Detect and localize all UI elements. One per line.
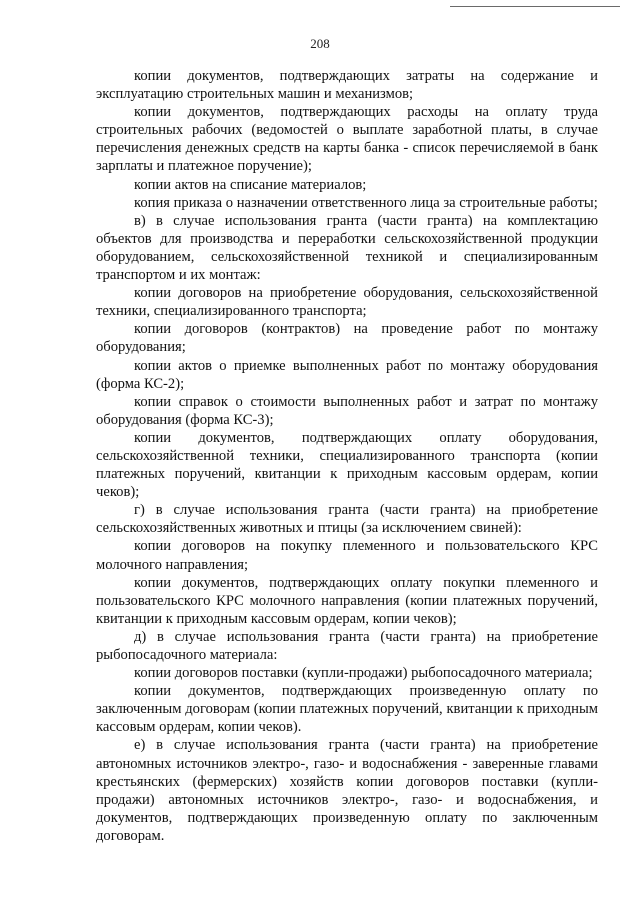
paragraph: копии актов на списание материалов; [134,176,367,193]
paragraph: в) в случае использования гранта (части гранта) на комплектацию объектов для производства и переработки сельскохозяйственной продукции оборудованием, сельскохозяйственной техникой и специализированным транспортом и их монтаж: [96,212,598,284]
paragraph: копия приказа о назначении ответственного лица за строительные работы; [134,194,598,211]
paragraph: копии документов, подтверждающих оплату покупки племенного и пользовательского КРС молочного направления (копии платежных поручений, квитанции к приходным кассовым ордерам, копии чеков); [96,574,598,627]
page-number: 208 [310,36,330,51]
paragraph: копии документов, подтверждающих произведенную оплату по заключенным договорам (копии платежных поручений, квитанции к приходным кассовым ордерам, копии чеков). [96,683,598,736]
paragraph: копии документов, подтверждающих оплату оборудования, сельскохозяйственной техники, специализированного транспорта (копии платежных поручений, квитанции к приходным кассовым ордерам, копии чеков); [96,429,598,501]
paragraph: копии договоров на покупку племенного и пользовательского КРС молочного направления; [96,538,598,573]
paragraph: копии договоров (контрактов) на проведение работ по монтажу оборудования; [96,321,598,356]
paragraph: копии справок о стоимости выполненных работ и затрат по монтажу оборудования (форма КС-3); [96,393,598,428]
paragraph: г) в случае использования гранта (части гранта) на приобретение сельскохозяйственных животных и птицы (за исключением свиней): [96,502,598,537]
paragraph: копии документов, подтверждающих расходы на оплату труда строительных рабочих (ведомостей о выплате заработной платы, в случае перечисления денежных средств на карты банка - список перечисляемой в банк зарплаты и платежное поручение); [96,104,598,175]
paragraph: е) в случае использования гранта (части гранта) на приобретение автономных источников электро-, газо- и водоснабжения - заверенные главами крестьянских (фермерских) хозяйств копии договоров поставки (купли-продажи) автономных источников электро-, газо- и водоснабжения, и документов, подтверждающих произведенную оплату по заключенным договорам. [96,737,598,844]
paragraph: копии договоров на приобретение оборудования, сельскохозяйственной техники, специализированного транспорта; [96,285,598,320]
top-rule [450,6,620,7]
paragraph: д) в случае использования гранта (части гранта) на приобретение рыбопосадочного материала: [96,628,598,663]
paragraph: копии документов, подтверждающих затраты на содержание и эксплуатацию строительных машин и механизмов; [96,68,598,103]
paragraph: копии актов о приемке выполненных работ по монтажу оборудования (форма КС-2); [96,357,598,392]
document-body [96,67,598,845]
paragraph: копии договоров поставки (купли-продажи) рыбопосадочного материала; [134,665,593,682]
